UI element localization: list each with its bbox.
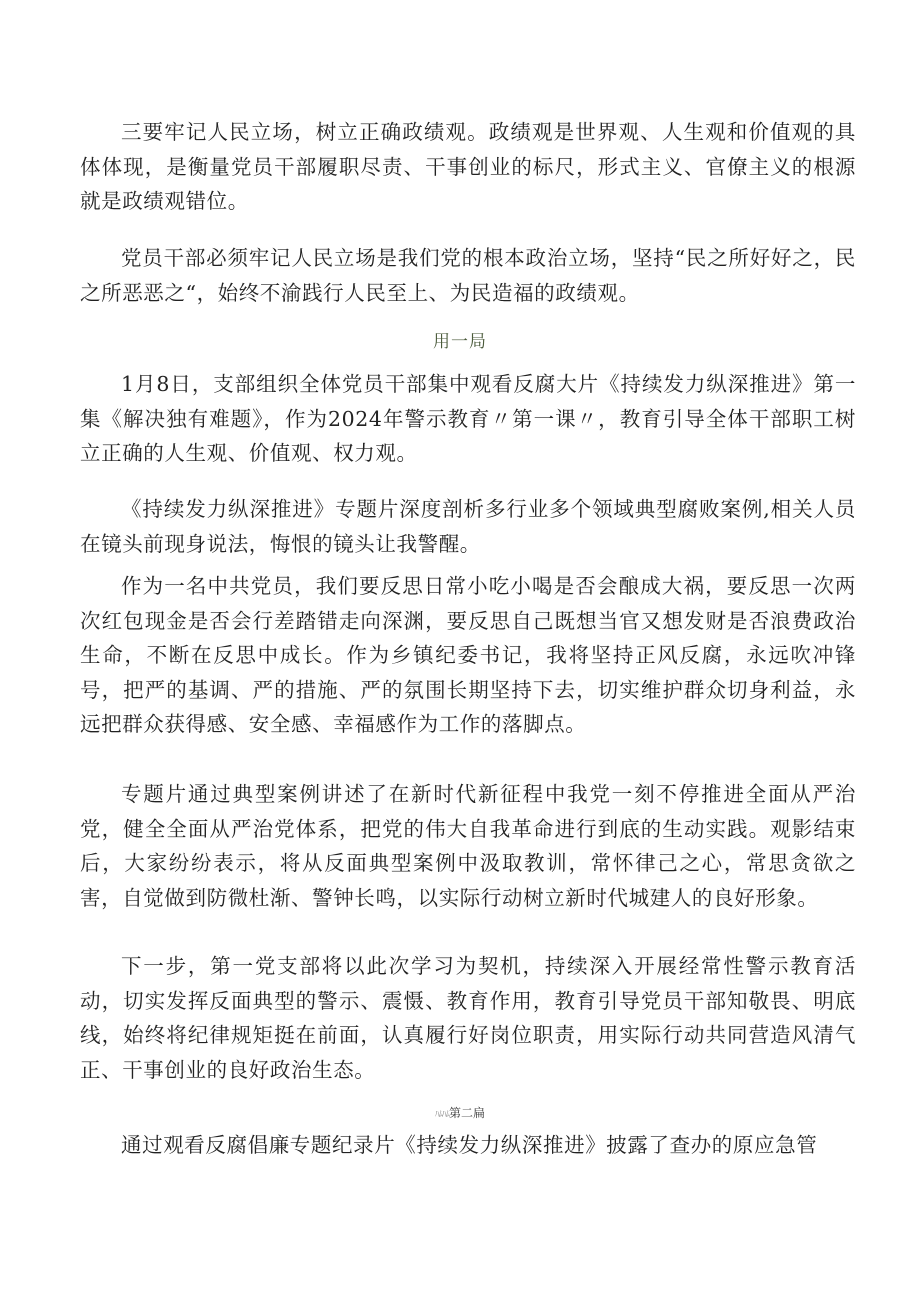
paragraph: 专题片通过典型案例讲述了在新时代新征程中我党一刻不停推进全面从严治党，健全全面从严治党体系，把党的伟大自我革命进行到底的生动实践。观影结束后，大家纷纷表示，将从反面典型案例中汲取教训，常怀律己之心，常思贪欲之害，自觉做到防微杜渐、警钟长鸣，以实际行动树立新时代城建人的良好形象。 (80, 782, 856, 910)
paragraph: 通过观看反腐倡廉专题纪录片《持续发力纵深推进》披露了查办的原应急管 (121, 1133, 818, 1157)
section-heading-two (0, 1104, 920, 1121)
paragraph: 《持续发力纵深推进》专题片深度剖析多行业多个领域典型腐败案例,相关人员在镜头前现身说法，悔恨的镜头让我警醒。 (80, 497, 856, 556)
section-heading: 用一局 (433, 332, 487, 352)
paragraph: 党员干部必须牢记人民立场是我们党的根本政治立场，坚持“民之所好好之，民之所恶恶之“，始终不渝践行人民至上、为民造福的政绩观。 (80, 246, 856, 305)
heading-prefix: ﾊﾑﾊﾑ (434, 1110, 449, 1120)
paragraph: 作为一名中共党员，我们要反思日常小吃小喝是否会酿成大祸，要反思一次两次红包现金是否会行差踏错走向深渊，要反思自己既想当官又想发财是否浪费政治生命，不断在反思中成长。作为乡镇纪委书记，我将坚持正风反腐，永远吹冲锋号，把严的基调、严的措施、严的氛围长期坚持下去，切实维护群众切身利益，永远把群众获得感、安全感、幸福感作为工作的落脚点。 (80, 574, 856, 736)
paragraph: 1月8日，支部组织全体党员干部集中观看反腐大片《持续发力纵深推进》第一集《解决独有难题》，作为2024年警示教育〃第一课〃，教育引导全体干部职工树立正确的人生观、价值观、权力观。 (80, 372, 856, 465)
paragraph: 下一步，第一党支部将以此次学习为契机，持续深入开展经常性警示教育活动，切实发挥反面典型的警示、震慑、教育作用，教育引导党员干部知敬畏、明底线，始终将纪律规矩挺在前面，认真履行好岗位职责，用实际行动共同营造风清气正、干事创业的良好政治生态。 (80, 954, 856, 1082)
heading-two-text: 第二扁 (449, 1106, 486, 1120)
paragraph: 三要牢记人民立场，树立正确政绩观。政绩观是世界观、人生观和价值观的具体体现，是衡量党员干部履职尽责、干事创业的标尺，形式主义、官僚主义的根源就是政绩观错位。 (80, 120, 856, 213)
